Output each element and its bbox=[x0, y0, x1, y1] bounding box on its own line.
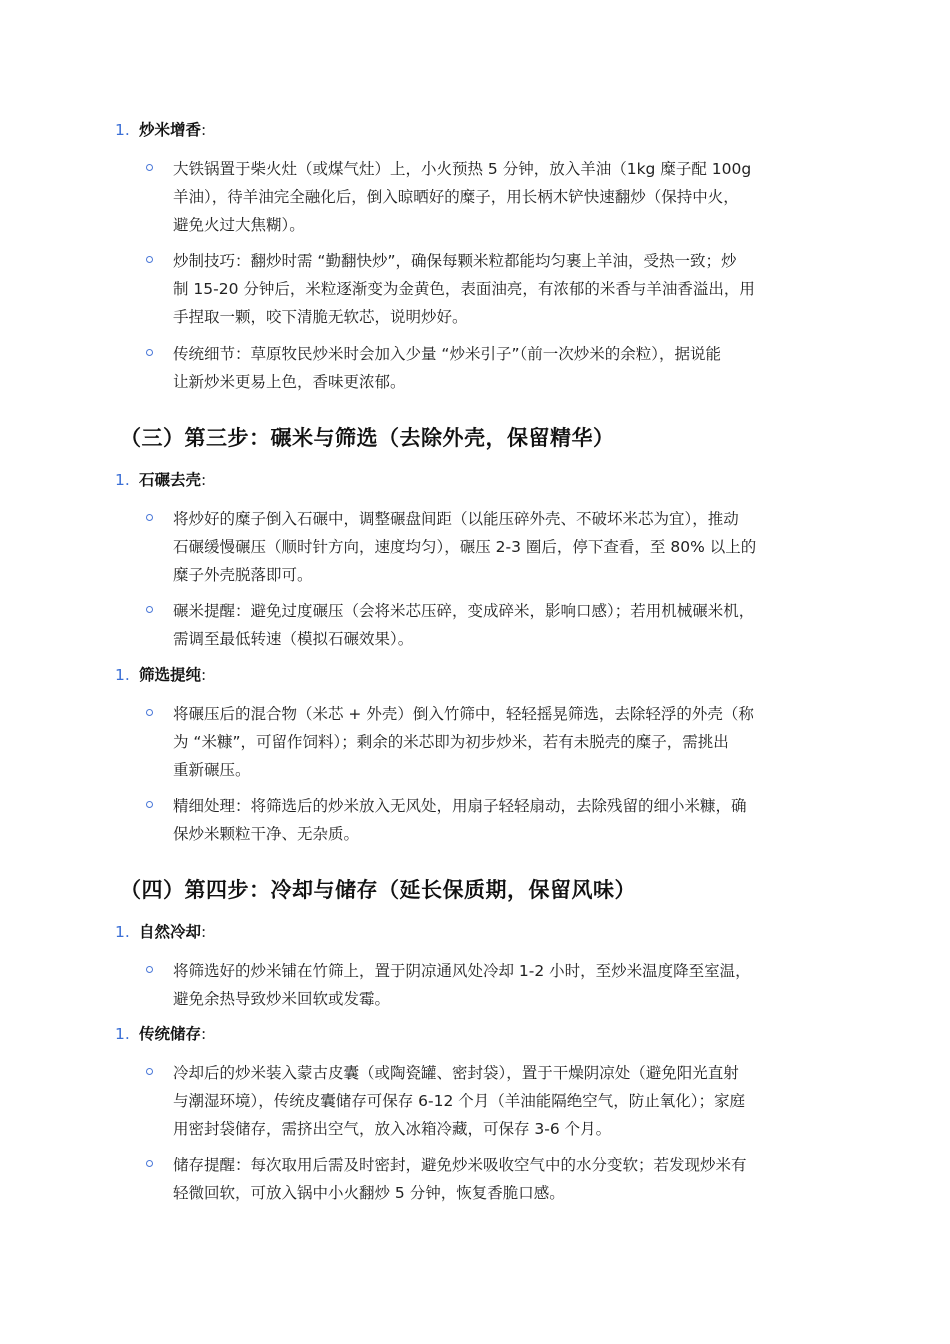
list-number: 1. bbox=[115, 121, 130, 139]
bullet-text: 储存提醒：每次取用后需及时密封，避免炒米吸收空气中的水分变软；若发现炒米有 轻微回软，可放入锅中小火翻炒 5 分钟，恢复香脆口感。 bbox=[173, 1156, 747, 1202]
section-heading-step-4: （四）第四步：冷却与储存（延长保质期，保留风味） bbox=[120, 878, 636, 902]
bullet-circle-icon bbox=[146, 349, 153, 356]
numbered-item-chuantong-chucun: 1. 传统储存: bbox=[115, 1025, 207, 1043]
list-number: 1. bbox=[115, 666, 130, 684]
bullet-text: 精细处理：将筛选后的炒米放入无风处，用扇子轻轻扇动，去除残留的细小米糠，确 保炒米颗粒干净、无杂质。 bbox=[173, 797, 747, 843]
item-label: 传统储存 bbox=[139, 1025, 202, 1043]
bullet-text: 将炒好的糜子倒入石碾中，调整碾盘间距（以能压碎外壳、不破坏米芯为宜），推动 石碾缓慢碾压（顺时针方向，速度均匀），碾压 2-3 圈后，停下查看，至 80% 以上的 糜子外壳脱落即可。 bbox=[173, 510, 757, 584]
bullet-text: 将筛选好的炒米铺在竹筛上，置于阴凉通风处冷却 1-2 小时，至炒米温度降至室温， 避免余热导致炒米回软或发霉。 bbox=[173, 962, 751, 1008]
bullet-circle-icon bbox=[146, 606, 153, 613]
bullet-text: 冷却后的炒米装入蒙古皮囊（或陶瓷罐、密封袋），置于干燥阴凉处（避免阳光直射 与潮湿环境），传统皮囊储存可保存 6-12 个月（羊油能隔绝空气，防止氧化）；家庭 用密封袋储存，需挤出空气，放入冰箱冷藏，可保存 3-6 个月。 bbox=[173, 1064, 746, 1138]
bullet-circle-icon bbox=[146, 709, 153, 716]
item-label: 筛选提纯 bbox=[139, 666, 202, 684]
numbered-item-ziran-lengque: 1. 自然冷却: bbox=[115, 923, 207, 941]
list-number: 1. bbox=[115, 923, 130, 941]
numbered-item-shinian-quke: 1. 石碾去壳: bbox=[115, 471, 207, 489]
bullet-text: 将碾压后的混合物（米芯 + 外壳）倒入竹筛中，轻轻摇晃筛选，去除轻浮的外壳（称 为 “米糠”，可留作饲料）；剩余的米芯即为初步炒米，若有未脱壳的糜子，需挑出 重新碾压。 bbox=[173, 705, 754, 779]
item-label: 石碾去壳 bbox=[139, 471, 202, 489]
bullet-circle-icon bbox=[146, 1068, 153, 1075]
list-number: 1. bbox=[115, 1025, 130, 1043]
bullet-text: 碾米提醒：避免过度碾压（会将米芯压碎，变成碎米，影响口感）；若用机械碾米机， 需调至最低转速（模拟石碾效果）。 bbox=[173, 602, 755, 648]
bullet-circle-icon bbox=[146, 256, 153, 263]
item-label: 炒米增香 bbox=[139, 121, 202, 139]
numbered-item-shaixuan-tichun: 1. 筛选提纯: bbox=[115, 666, 207, 684]
bullet-text: 传统细节：草原牧民炒米时会加入少量 “炒米引子”（前一次炒米的余粒），据说能 让新炒米更易上色，香味更浓郁。 bbox=[173, 345, 721, 391]
section-heading-step-3: （三）第三步：碾米与筛选（去除外壳，保留精华） bbox=[120, 426, 615, 450]
list-number: 1. bbox=[115, 471, 130, 489]
bullet-text: 大铁锅置于柴火灶（或煤气灶）上，小火预热 5 分钟，放入羊油（1kg 糜子配 100g 羊油），待羊油完全融化后，倒入晾晒好的糜子，用长柄木铲快速翻炒（保持中火， 避免火过大焦糊）。 bbox=[173, 160, 752, 234]
bullet-circle-icon bbox=[146, 514, 153, 521]
bullet-text: 炒制技巧：翻炒时需 “勤翻快炒”，确保每颗米粒都能均匀裹上羊油，受热一致；炒 制 15-20 分钟后，米粒逐渐变为金黄色，表面油亮，有浓郁的米香与羊油香溢出，用 手捏取一颗，咬下清脆无软芯，说明炒好。 bbox=[173, 252, 755, 326]
bullet-circle-icon bbox=[146, 164, 153, 171]
item-label: 自然冷却 bbox=[139, 923, 202, 941]
bullet-circle-icon bbox=[146, 966, 153, 973]
bullet-circle-icon bbox=[146, 1160, 153, 1167]
bullet-circle-icon bbox=[146, 801, 153, 808]
numbered-item-chaomi-zengxiang: 1. 炒米增香: bbox=[115, 121, 207, 139]
